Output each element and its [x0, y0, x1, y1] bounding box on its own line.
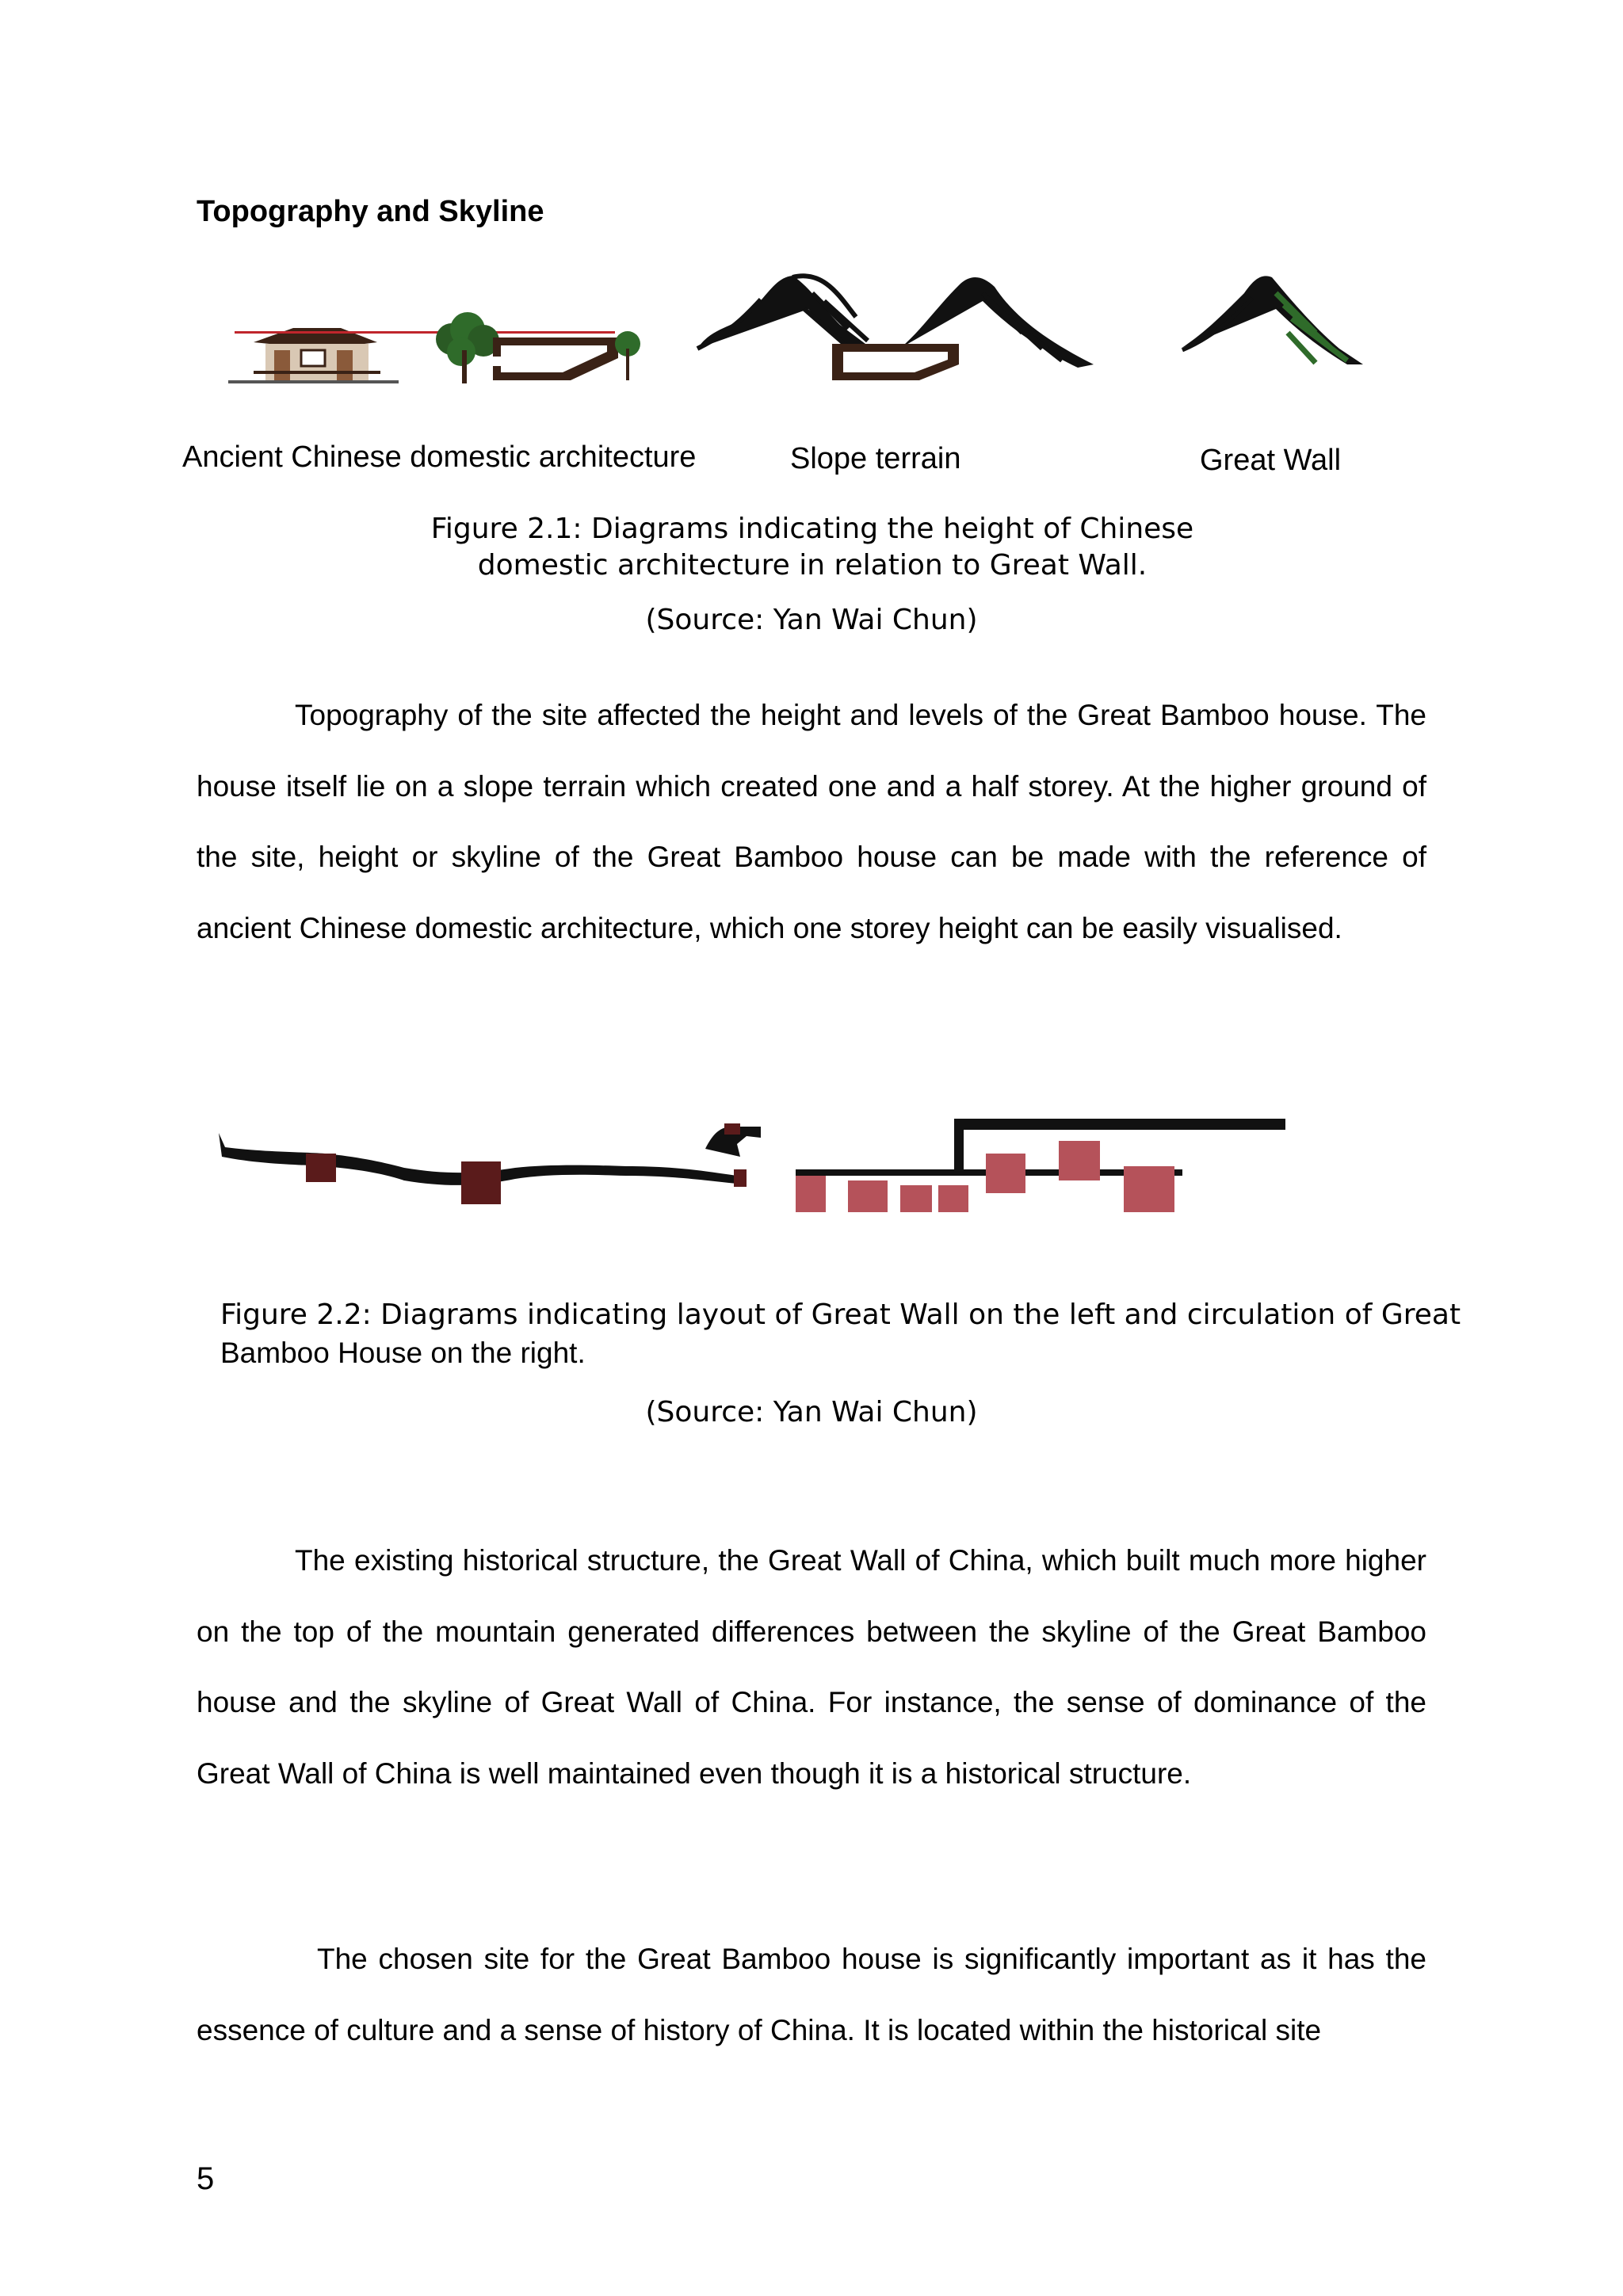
figure-2-2-caption-line1: Figure 2.2: Diagrams indicating layout of Great Wall on the left and circulation of Great	[220, 1299, 1461, 1331]
label-ancient-architecture: Ancient Chinese domestic architecture	[182, 441, 697, 474]
label-great-wall: Great Wall	[1200, 444, 1342, 477]
figure-2-2-source: (Source: Yan Wai Chun)	[645, 1396, 978, 1428]
bamboo-house-circulation-diagram	[796, 1119, 1285, 1212]
figure-2-2-diagrams	[214, 1109, 1300, 1228]
section-heading: Topography and Skyline	[197, 195, 544, 228]
figure-2-2-caption-line2: Bamboo House on the right.	[220, 1337, 586, 1369]
paragraph-topography: Topography of the site affected the height and levels of the Great Bamboo house. The house itself lie on a slope terrain which created one and a half storey. At the higher ground of the site, height or skyline of the Great Bamboo house can be made with the reference of ancient Chinese domestic architecture, which one storey height can be easily visualised.	[197, 699, 1426, 944]
page-number: 5	[197, 2161, 215, 2196]
great-wall-mountain-diagram	[1181, 276, 1363, 364]
figure-2-1-caption: Figure 2.1: Diagrams indicating the height of Chinese domestic architecture in relation to Great Wall.	[430, 513, 1194, 582]
figure-2-1-diagrams	[222, 261, 1411, 404]
label-slope-terrain: Slope terrain	[790, 442, 961, 475]
figure-2-2-caption	[220, 1296, 1461, 1372]
ancient-architecture-diagram	[228, 312, 640, 383]
paragraph-great-wall: The existing historical structure, the Great Wall of China, which built much more higher on the top of the mountain generated differences between the skyline of the Great Bamboo house and the skyline of Great Wall of China. For instance, the sense of dominance of the Great Wall of China is well maintained even though it is a historical structure.	[197, 1544, 1426, 1790]
great-wall-layout-diagram	[219, 1123, 761, 1204]
paragraph-site: The chosen site for the Great Bamboo house is significantly important as it has the essence of culture and a sense of history of China. It is located within the historical site	[197, 1943, 1426, 2046]
figure-2-1-source: (Source: Yan Wai Chun)	[645, 604, 978, 636]
slope-terrain-diagram	[697, 276, 1094, 380]
